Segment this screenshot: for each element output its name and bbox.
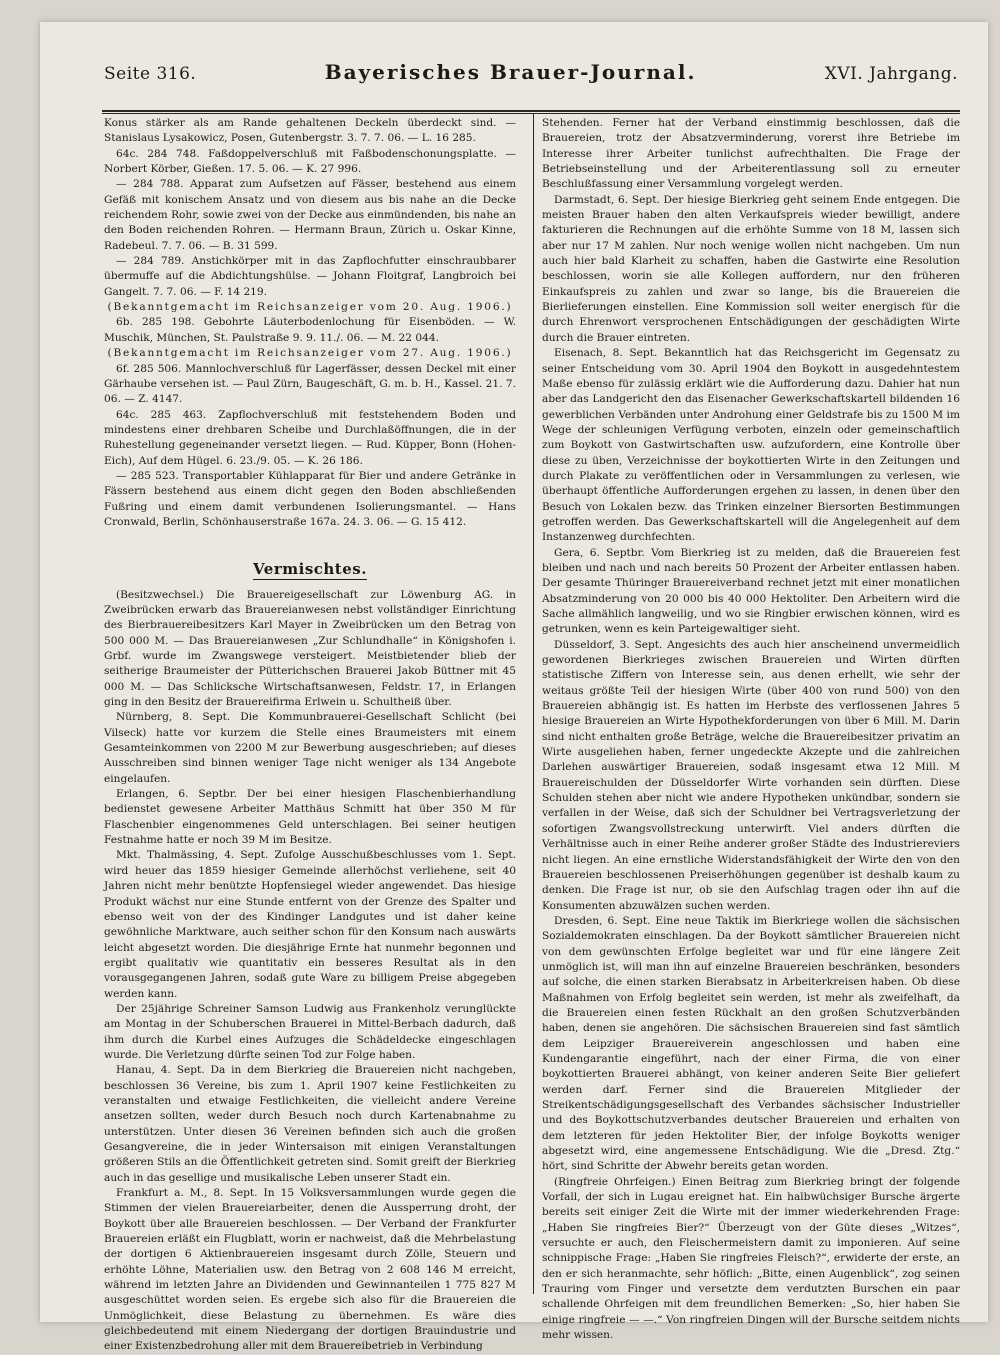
patent-entry: 64c. 284 748. Faßdoppelverschluß mit Faßbodenschonungsplatte. — Norbert Körber, Gießen. 17. 5. 06. — K. 27 996. [104, 147, 516, 176]
news-item: Stehenden. Ferner hat der Verband einstimmig beschlossen, daß die Brauereien, trotz der Absatzverminderung, vorerst ihre Betriebe im Interesse ihrer Arbeiter tunlichst aufrechthalten. Die Frage der Betriebseinstellung und der Arbeiterentlassung soll zu erneuter Beschlußfassung einer Versammlung vorgelegt werden. [542, 117, 960, 191]
patent-entry: 6f. 285 506. Mannlochverschluß für Lagerfässer, dessen Deckel mit einer Gärhaube versehen ist. — Paul Zürn, Baugeschäft, G. m. b. H., Kassel. 21. 7. 06. — Z. 4147. [104, 362, 516, 406]
right-column [542, 116, 960, 1344]
column-divider [533, 114, 534, 1294]
left-column [104, 116, 516, 1355]
news-item: Frankfurt a. M., 8. Sept. In 15 Volksversammlungen wurde gegen die Stimmen der vielen Brauereiarbeiter, denen die Aussperrung droht, der Boykott über alle Brauereien beschlossen. — Der Verband der Frankfurter Brauereien erläßt ein Flugblatt, worin er nachweist, daß die Mehrbelastung der dortigen 6 Aktienbrauereien insgesamt durch Zölle, Steuern und erhöhte Löhne, Materialien usw. den Betrag von 2 608 146 M erreicht, während im letzten Jahre an Dividenden und Gewinnanteilen 1 775 827 M ausgeschüttet worden seien. Es ergebe sich also für die Brauereien die Unmöglichkeit, diese Belastung zu übernehmen. Es wäre dies gleichbedeutend mit einem Niedergang der dortigen Brauindustrie und einer Existenzbedrohung aller mit dem Brauereibetrieb in Verbindung [104, 1187, 516, 1353]
news-item: Hanau, 4. Sept. Da in dem Bierkrieg die Brauereien nicht nachgeben, beschlossen 36 Vereine, bis zum 1. April 1907 keine Festlichkeiten zu veranstalten und etwaige Festlichkeiten, die vielleicht andere Vereine ansetzen sollten, weder durch Besuch noch durch Kartenabnahme zu unterstützen. Unter diesen 36 Vereinen befinden sich auch die großen Gesangvereine, die in jeder Wintersaison mit einigen Veranstaltungen größeren Stils an die Öffentlichkeit getreten sind. Somit greift der Bierkrieg auch in das gesellige und musikalische Leben unserer Stadt ein. [104, 1064, 516, 1184]
news-item: Gera, 6. Septbr. Vom Bierkrieg ist zu melden, daß die Brauereien fest bleiben und nach und nach bereits 50 Prozent der Arbeiter entlassen haben. Der gesamte Thüringer Brauereiverband rechnet jetzt mit einer monatlichen Absatzminderung von 20 000 bis 40 000 Hektoliter. Den Arbeitern wird die Sache allmählich langweilig, und wo sie Ringbier erwischen können, wird es getrunken, wenn es kein Parteigewaltiger sieht. [542, 546, 960, 636]
news-item: (Ringfreie Ohrfeigen.) Einen Beitrag zum Bierkrieg bringt der folgende Vorfall, der sich in Lugau ereignet hat. Ein halbwüchsiger Bursche ärgerte bereits seit einiger Zeit die Wirte mit der immer wiederkehrenden Frage: „Haben Sie ringfreies Bier?“ Überzeugt von der Güte dieses „Witzes“, versuchte er auch, den Fleischermeistern damit zu imponieren. Auf seine schnippische Frage: „Haben Sie ringfreies Fleisch?“, erwiderte der erste, an den er sich heranmachte, sehr höflich: „Bitte, einen Augenblick“, zog seinen Trauring vom Finger und versetzte dem verdutzten Burschen ein paar schallende Ohrfeigen mit dem freundlichen Bemerken: „So, hier haben Sie einige ringfreie — —.“ Von ringfreien Dingen will der Bursche seitdem nichts mehr wissen. [542, 1175, 960, 1342]
news-item: Düsseldorf, 3. Sept. Angesichts des auch hier anscheinend unvermeidlich gewordenen Bierkrieges zwischen Brauereien und Wirten dürften statistische Ziffern von Interesse sein, aus denen erhellt, wie sehr der weitaus größte Teil der hiesigen Wirte (über 400 von rund 500) von den Brauereien abhängig ist. Es hatten im Herbste des verflossenen Jahres 5 hiesige Brauereien an Wirte Hypothekforderungen von über 6 Mill. M. Darin sind nicht enthalten große Beträge, welche die Brauereibesitzer privatim an Wirte ausgeliehen haben, ferner ungedeckte Akzepte und die zahlreichen Darlehen auswärtiger Brauereien, sodaß insgesamt etwa 12 Mill. M Brauereischulden der Düsseldorfer Wirte vorhanden sein dürften. Diese Schulden stehen aber nicht wie andere Hypotheken unkündbar, sondern sie verfallen in der Weise, daß sich der Schuldner bei Vertragsverletzung der sofortigen Zwangsvollstreckung unterwirft. Viel anders dürften die Verhältnisse auch in einer Reihe anderer großer Städte des Industriereviers nicht liegen. An eine ernstliche Widerstandsfähigkeit der Wirte den von den Brauereien beschlossenen Preiserhöhungen gegenüber ist deshalb kaum zu denken. Die Frage ist nur, ob sie den Aufschlag tragen oder ihn auf die Konsumenten abzuwälzen suchen werden. [542, 638, 960, 912]
news-item: (Besitzwechsel.) Die Brauereigesellschaft zur Löwenburg AG. in Zweibrücken erwarb das Brauereianwesen nebst vollständiger Einrichtung des Bierbrauereibesitzers Karl Mayer in Zweibrücken um den Betrag von 500 000 M. — Das Brauereianwesen „Zur Schlundhalle“ in Königshofen i. Grbf. wurde im Zwangswege versteigert. Meistbietender blieb der seitherige Braumeister der Pütterichschen Brauerei Jakob Büttner mit 45 000 M. — Das Schlicksche Wirtschaftsanwesen, Feldstr. 17, in Erlangen ging in den Besitz der Brauereifirma Erlwein u. Schultheiß über. [104, 588, 516, 709]
section-heading [104, 562, 516, 577]
journal-page [40, 22, 988, 1353]
section-title: Vermischtes. [253, 560, 367, 579]
header-rule [102, 110, 960, 112]
header-rule-thin [102, 113, 960, 114]
page-number: Seite 316. [104, 64, 197, 84]
news-item: Der 25jährige Schreiner Samson Ludwig aus Frankenholz verunglückte am Montag in der Schuberschen Brauerei in Mittel-Berbach dadurch, daß ihm durch die Kurbel eines Aufzuges die Schädeldecke eingeschlagen wurde. Die Verletzung dürfte seinen Tod zur Folge haben. [104, 1002, 516, 1061]
patent-entry: 64c. 285 463. Zapflochverschluß mit feststehendem Boden und mindestens einer drehbaren Scheibe und Durchlaßöffnungen, die in der Ruhestellung gegeneinander versetzt liegen. — Rud. Küpper, Bonn (Hohen-Eich), Auf dem Hügel. 6. 23./9. 05. — K. 26 186. [104, 408, 516, 467]
news-item: Darmstadt, 6. Sept. Der hiesige Bierkrieg geht seinem Ende entgegen. Die meisten Brauer haben den alten Verkaufspreis wieder bewilligt, andere fakturieren die Rechnungen auf die erhöhte Summe von 18 M, lassen sich aber nur 17 M zahlen. Nur noch wenige wollen nicht nachgeben. Um nun auch hier bald Klarheit zu schaffen, haben die Gastwirte eine Resolution beschlossen, worin sie alle Kollegen auffordern, nur den früheren Einkaufspreis zu zahlen und zwar so lange, bis die Brauereien die Bierlieferungen einstellen. Eine Kommission soll weiter energisch für die durch Ehrenwort versprochenen Entschädigungen der geschädigten Wirte durch die Brauer eintreten. [542, 193, 960, 344]
publication-note: (Bekanntgemacht im Reichsanzeiger vom 20. Aug. 1906.) [107, 301, 513, 314]
patent-entry: — 284 789. Anstichkörper mit in das Zapflochfutter einschraubbarer übermuffe auf die Abdichtungshülse. — Johann Floitgraf, Langbroich bei Gangelt. 7. 7. 06. — F. 14 219. [104, 255, 516, 298]
news-item: Mkt. Thalmässing, 4. Sept. Zufolge Ausschußbeschlusses vom 1. Sept. wird heuer das 1859 hiesiger Gemeinde allerhöchst verliehene, seit 40 Jahren nicht mehr benützte Hopfensiegel wieder angewendet. Das hiesige Produkt wächst nur eine Stunde entfernt von der Grenze des Spalter und ebenso weit von der des Kindinger Landgutes und ist daher keine gewöhnliche Marktware, auch seither schon für den Konsum nach auswärts leicht abgesetzt worden. Die diesjährige Ernte hat nunmehr begonnen und ergibt qualitativ wie quantitativ ein besseres Resultat als in den vorausgegangenen Jahren, sodaß gute Ware zu billigem Preise abgegeben werden kann. [104, 849, 516, 1000]
publication-note: (Bekanntgemacht im Reichsanzeiger vom 27. Aug. 1906.) [107, 347, 513, 360]
patent-entry: — 284 788. Apparat zum Aufsetzen auf Fässer, bestehend aus einem Gefäß mit konischem Ansatz und von diesem aus bis nahe an die Decke reichendem Rohr, sowie zwei von der Decke aus einmündenden, bis nahe an den Boden reichenden Rohren. — Hermann Braun, Zürich u. Oskar Kinne, Radebeul. 7. 7. 06. — B. 31 599. [104, 178, 516, 252]
patent-entry: — 285 523. Transportabler Kühlapparat für Bier und andere Getränke in Fässern bestehend aus einem dicht gegen den Boden abschließenden Fußring und einem damit verbundenen Isolierungsmantel. — Hans Cronwald, Berlin, Schönhauserstraße 167a. 24. 3. 06. — G. 15 412. [104, 469, 516, 528]
news-item: Erlangen, 6. Septbr. Der bei einer hiesigen Flaschenbierhandlung bedienstet gewesene Arbeiter Matthäus Schmitt hat über 350 M für Flaschenbier eingenommenes Geld unterschlagen. Bei seiner heutigen Festnahme hatte er noch 39 M im Besitze. [104, 788, 516, 847]
news-item: Dresden, 6. Sept. Eine neue Taktik im Bierkriege wollen die sächsischen Sozialdemokraten einschlagen. Da der Boykott sämtlicher Brauereien nicht von dem gewünschten Erfolge begleitet war und für eine längere Zeit unmöglich ist, will man ihn auf einzelne Brauereien beschränken, besonders auf solche, die einen starken Bierabsatz in Arbeiterkreisen haben. Ob diese Maßnahmen von Erfolg begleitet sein werden, ist mehr als zweifelhaft, da die Brauereien einen festen Rückhalt an den großen Schutzverbänden haben, denen sie angehören. Die sächsischen Brauereien sind fast sämtlich dem Leipziger Brauereiverein angeschlossen und haben eine Kundengarantie eingeführt, nach der einer Firma, die von einer boykottierten Brauerei abhängt, von keiner anderen Seite Bier geliefert werden darf. Ferner sind die Brauereien Mitglieder der Streikentschädigungsgesellschaft des Verbandes sächsischer Industrieller und des Boykottschutzverbandes deutscher Brauereien und erhalten von dem letzteren für jeden Hektoliter Bier, der infolge Boykotts weniger abgesetzt wird, eine angemessene Entschädigung. Wie die „Dresd. Ztg.“ hört, sind Schritte der Abwehr bereits getan worden. [542, 914, 960, 1173]
volume-label: XVI. Jahrgang. [824, 64, 958, 84]
news-item: Nürnberg, 8. Sept. Die Kommunbrauerei-Gesellschaft Schlicht (bei Vilseck) hatte vor kurzem die Stelle eines Braumeisters mit einem Gesamteinkommen von 2200 M zur Bewerbung ausgeschrieben; auf dieses Ausschreiben sind binnen weniger Tage nicht weniger als 134 Angebote eingelaufen. [104, 711, 516, 785]
patent-entry: Konus stärker als am Rande gehaltenen Deckeln überdeckt sind. — Stanislaus Lysakowicz, Posen, Gutenbergstr. 3. 7. 7. 06. — L. 16 285. [104, 117, 516, 145]
page-header [104, 60, 958, 88]
news-item: Eisenach, 8. Sept. Bekanntlich hat das Reichsgericht im Gegensatz zu seiner Entscheidung vom 30. April 1904 den Boykott in ausgedehntestem Maße ebenso für zulässig erklärt wie die Aufforderung dazu. Dahier hat nun aber das Landgericht den das Eisenacher Gewerkschaftskartell bildenden 16 gewerblichen Verbänden unter Androhung einer Geldstrafe bis zu 1500 M im Wege der schleunigen Verfügung verboten, einzeln oder gemeinschaftlich zum Boykott von Gastwirtschaften usw. aufzufordern, eine Kontrolle über diese zu üben, Verzeichnisse der boykottierten Wirte in den Zeitungen und durch Plakate zu veröffentlichen oder in Versammlungen zu verlesen, wie überhaupt öffentliche Aufforderungen ergehen zu lassen, in denen über den Besuch von Lokalen bezw. das Trinken einzelner Biersorten Bestimmungen getroffen werden. Das Gewerkschaftskartell will die Angelegenheit auf dem Instanzenweg durchfechten. [542, 347, 960, 544]
journal-title: Bayerisches Brauer-Journal. [324, 60, 697, 84]
patent-entry: 6b. 285 198. Gebohrte Läuterbodenlochung für Eisenböden. — W. Muschik, München, St. Paulstraße 9. 9. 11./. 06. — M. 22 044. [104, 316, 516, 344]
